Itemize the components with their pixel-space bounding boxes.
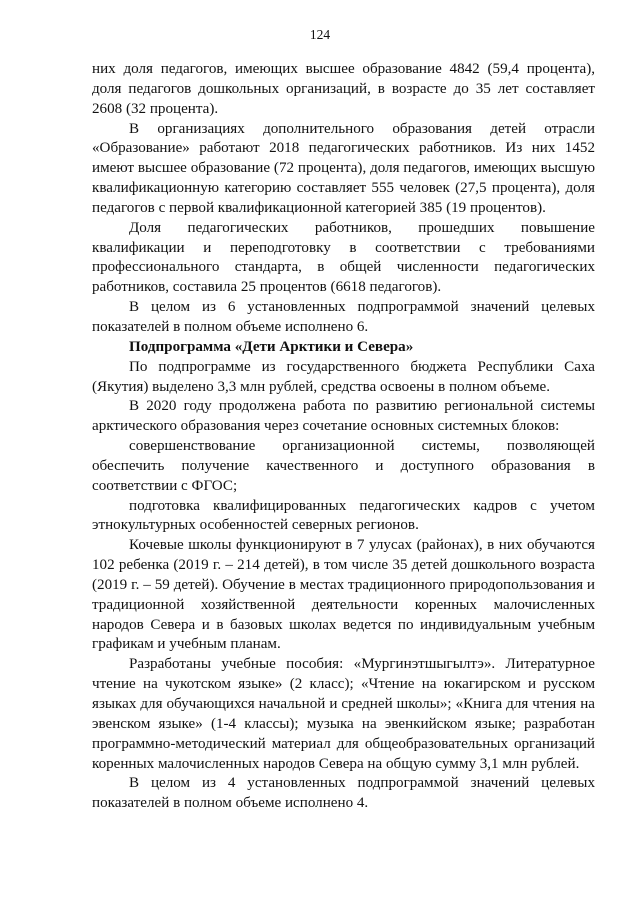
paragraph-summary-4: В целом из 4 установленных подпрограммой значений целевых показателей в полном объеме исполнено 4.: [92, 775, 595, 812]
paragraph-summary-6: В целом из 6 установленных подпрограммой значений целевых показателей в полном объеме исполнено 6.: [92, 299, 595, 335]
paragraph-qualification: Доля педагогических работников, прошедших повышение квалификации и переподготовку в соответствии с требованиями профессионального стандарта, в общей численности педагогических работников, составила 25 процентов (6618 педагогов).: [92, 219, 595, 296]
paragraph-nomadic-schools: Кочевые школы функционируют в 7 улусах (районах), в них обучаются 102 ребенка (2019 г. – 214 детей), в том числе 35 детей дошкольного возраста (2019 г. – 59 детей). Обучение в местах традиционного природопользования и традиционной хозяйственной деятельности коренных малочисленных народов Севера и в базовых школах ведется по индивидуальным учебным графикам и учебным планам.: [92, 537, 595, 653]
paragraph-block-organization: совершенствование организационной системы, позволяющей обеспечить получение качественного и доступного образования в соответствии с ФГОС;: [92, 438, 595, 494]
paragraph-arctic-education: В 2020 году продолжена работа по развитию региональной системы арктического образования через сочетание основных системных блоков:: [92, 398, 595, 435]
paragraph-additional-education: В организациях дополнительного образования детей отрасли «Образование» работают 2018 педагогических работников. Из них 1452 имеют высшее образование (72 процента), доля педагогов, имеющих высшую квалификационную категорию составляет 555 человек (27,5 процента), доля педагогов с первой квалификационной категорией 385 (19 процентов).: [92, 120, 595, 216]
paragraph-block-training: подготовка квалифицированных педагогических кадров с учетом этнокультурных особенностей северных регионов.: [92, 497, 595, 534]
paragraph-budget: По подпрограмме из государственного бюджета Республики Саха (Якутия) выделено 3,3 млн рублей, средства освоены в полном объеме.: [92, 358, 595, 395]
page-number: 124: [309, 27, 331, 42]
document-body: [92, 60, 595, 814]
paragraph-textbooks: Разработаны учебные пособия: «Мургинэтшыгылтэ». Литературное чтение на чукотском языке» (2 класс); «Чтение на юкагирском и русском языках для обучающихся начальной и средней школы»; «Книга для чтения на эвенском языке» (1-4 классы); музыка на эвенкийском языке; разработан программно-методический материал для общеобразовательных организаций коренных малочисленных народов Севера на общую сумму 3,1 млн рублей.: [92, 656, 595, 772]
subprogram-heading: Подпрограмма «Дети Арктики и Севера»: [129, 338, 414, 355]
paragraph-teachers-education: них доля педагогов, имеющих высшее образование 4842 (59,4 процента), доля педагогов дошкольных организаций, в возрасте до 35 лет составляет 2608 (32 процента).: [92, 61, 595, 117]
